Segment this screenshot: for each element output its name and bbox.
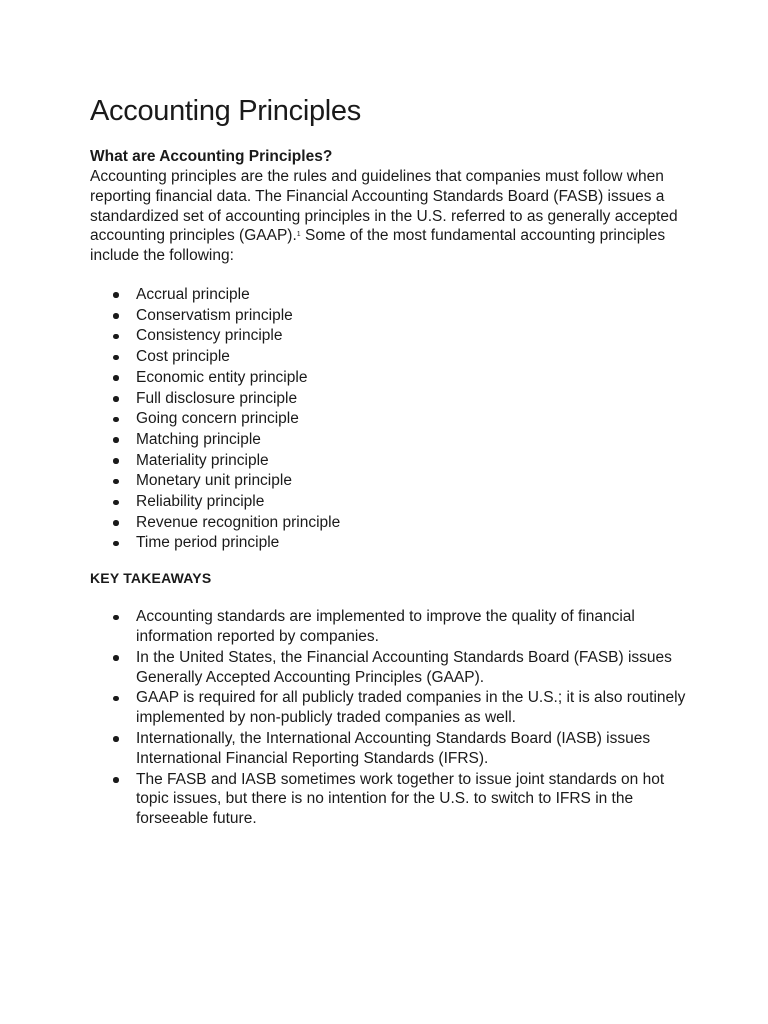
- intro-text-continued: Some of the most fundamental accounting principles include the following:: [90, 227, 666, 265]
- bullet-icon: [113, 375, 119, 381]
- list-item-text: Reliability principle: [136, 493, 265, 511]
- list-item-text: Matching principle: [136, 430, 261, 448]
- list-item-text: Revenue recognition principle: [136, 513, 341, 531]
- list-item: [90, 770, 690, 829]
- list-item-text: Accrual principle: [136, 285, 250, 303]
- list-item: [90, 648, 690, 688]
- bullet-icon: [113, 736, 119, 742]
- bullet-icon: [113, 334, 119, 340]
- bullet-icon: [113, 479, 119, 485]
- list-item-text: Cost principle: [136, 348, 230, 366]
- list-item-text: GAAP is required for all publicly traded companies in the U.S.; it is also routinely implemented by non-publicly traded companies as well.: [136, 689, 686, 727]
- bullet-icon: [113, 615, 119, 621]
- intro-paragraph: [90, 167, 690, 266]
- bullet-icon: [113, 292, 119, 298]
- footnote-marker[interactable]: 1: [296, 231, 301, 239]
- list-item: [90, 513, 690, 534]
- list-item: [90, 326, 690, 347]
- list-item-text: In the United States, the Financial Accounting Standards Board (FASB) issues Generally Accepted Accounting Principles (GAAP).: [136, 648, 672, 686]
- bullet-icon: [113, 655, 119, 661]
- list-item: [90, 533, 690, 554]
- principles-list: [90, 285, 690, 554]
- bullet-icon: [113, 355, 119, 361]
- bullet-icon: [113, 500, 119, 506]
- list-item-text: Time period principle: [136, 534, 280, 552]
- list-item-text: Going concern principle: [136, 410, 299, 428]
- bullet-icon: [113, 696, 119, 702]
- list-item: [90, 409, 690, 430]
- list-item: [90, 729, 690, 769]
- bullet-icon: [113, 458, 119, 464]
- bullet-icon: [113, 417, 119, 423]
- bullet-icon: [113, 520, 119, 526]
- list-item-text: Conservatism principle: [136, 306, 293, 324]
- list-item: [90, 451, 690, 472]
- list-item: [90, 306, 690, 327]
- key-takeaways-list: [90, 607, 690, 829]
- intro-text: Accounting principles are the rules and guidelines that companies must follow when reporting financial data. The Financial Accounting Standards Board (FASB) issues a standardized set of accounting principles in the U.S. referred to as generally accepted accounting principles (GAAP).: [90, 168, 678, 245]
- list-item-text: Materiality principle: [136, 451, 269, 469]
- list-item-text: Internationally, the International Accounting Standards Board (IASB) issues International Financial Reporting Standards (IFRS).: [136, 729, 651, 767]
- list-item: [90, 368, 690, 389]
- document-page: [90, 90, 690, 830]
- list-item: [90, 285, 690, 306]
- page-title: Accounting Principles: [90, 95, 361, 127]
- list-item: [90, 430, 690, 451]
- list-item: [90, 492, 690, 513]
- list-item: [90, 607, 690, 647]
- list-item: [90, 471, 690, 492]
- list-item: [90, 389, 690, 410]
- section-subheading: What are Accounting Principles?: [90, 148, 333, 165]
- bullet-icon: [113, 541, 119, 547]
- bullet-icon: [113, 396, 119, 402]
- key-takeaways-heading: KEY TAKEAWAYS: [90, 570, 212, 587]
- list-item: [90, 688, 690, 728]
- list-item-text: Consistency principle: [136, 327, 283, 345]
- list-item: [90, 347, 690, 368]
- list-item-text: Monetary unit principle: [136, 472, 292, 490]
- list-item-text: Economic entity principle: [136, 368, 308, 386]
- bullet-icon: [113, 437, 119, 443]
- bullet-icon: [113, 313, 119, 319]
- bullet-icon: [113, 777, 119, 783]
- list-item-text: Accounting standards are implemented to improve the quality of financial information reported by companies.: [136, 608, 635, 645]
- list-item-text: The FASB and IASB sometimes work together to issue joint standards on hot topic issues, but there is no intention for the U.S. to switch to IFRS in the forseeable future.: [136, 770, 665, 828]
- list-item-text: Full disclosure principle: [136, 389, 298, 407]
